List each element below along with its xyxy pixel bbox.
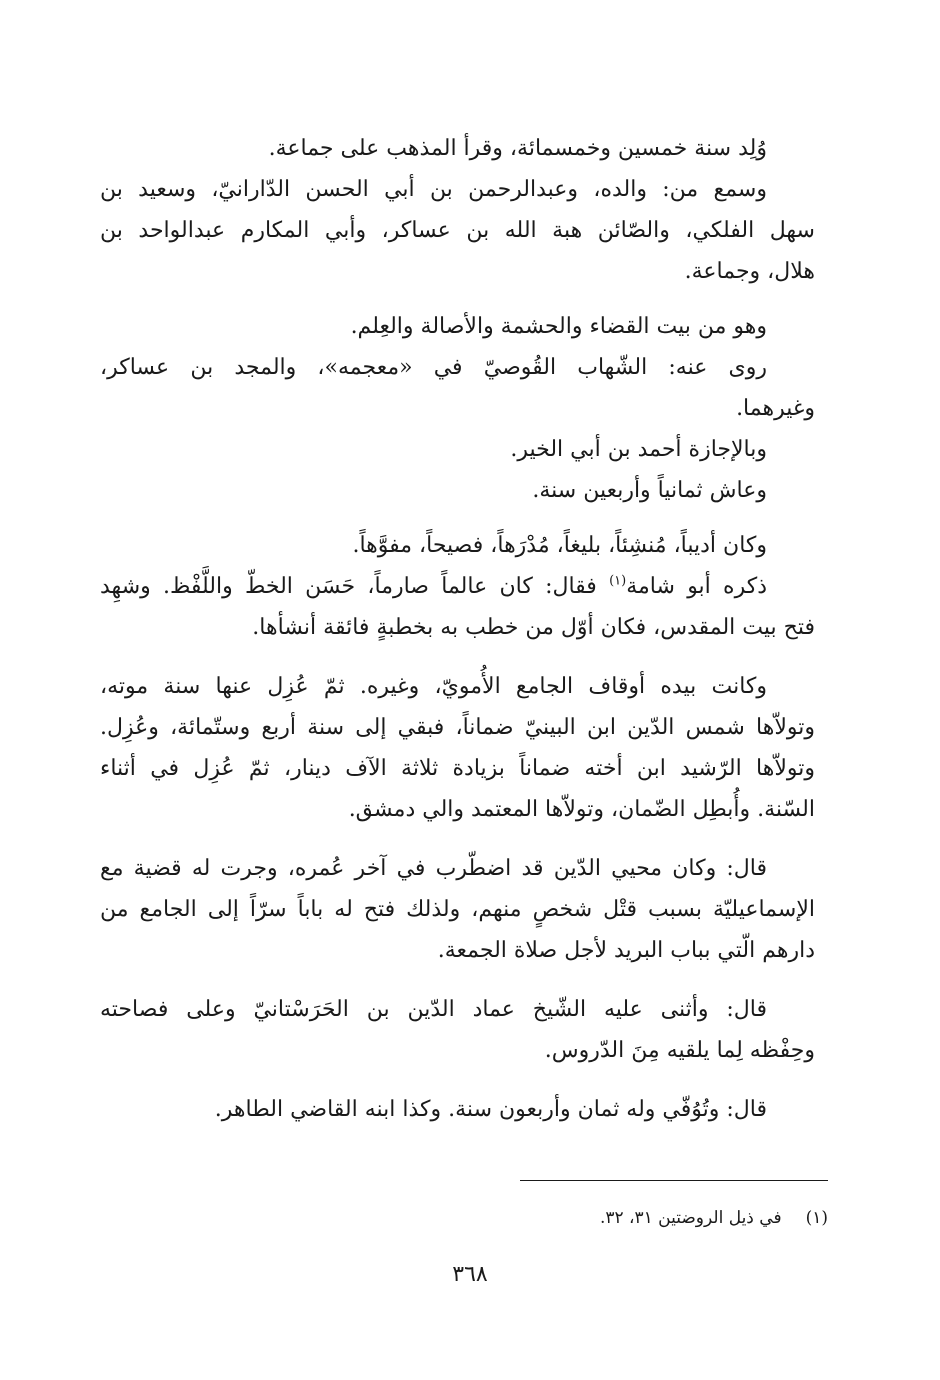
text-line: قال: وتُوُفّي وله ثمان وأربعون سنة. وكذا ابنه القاضي الطاهر. bbox=[214, 1097, 767, 1122]
text-line: وحِفْظه لِما يلقيه مِنَ الدّروس. bbox=[544, 1038, 815, 1063]
text-line: وسمع من: والده، وعبدالرحمن بن أبي الحسن الدّارانيّ، وسعيد بن bbox=[100, 177, 767, 202]
text-line: وكانت بيده أوقاف الجامع الأُمويّ، وغيره. ثمّ عُزِل عنها سنة موته، bbox=[100, 674, 767, 699]
footnote-text: في ذيل الروضتين ٣١، ٣٢. bbox=[599, 1208, 782, 1228]
main-text bbox=[100, 128, 815, 1130]
footnote bbox=[328, 1202, 828, 1234]
text-line: روى عنه: الشّهاب القُوصيّ في «معجمه»، والمجد بن عساكر، bbox=[100, 355, 767, 380]
footnote-reference: (١) bbox=[609, 573, 627, 589]
text-segment: فقال: كان عالماً صارماً، حَسَن الخطّ واللَّفْظ. وشهِد bbox=[100, 574, 610, 599]
text-line: وعاش ثمانياً وأربعين سنة. bbox=[532, 478, 767, 503]
text-line: وُلِد سنة خمسين وخمسمائة، وقرأ المذهب على جماعة. bbox=[268, 136, 767, 161]
text-line: سهل الفلكي، والصّائن هبة الله بن عساكر، وأبي المكارم عبدالواحد بن bbox=[100, 218, 815, 243]
text-line: فتح بيت المقدس، فكان أوّل من خطب به بخطبةٍ فائقة أنشأها. bbox=[252, 615, 815, 640]
text-line: الإسماعيليّة بسبب قتْل شخصٍ منهم، ولذلك فتح له باباً سرّاً إلى الجامع من bbox=[100, 897, 815, 922]
text-line bbox=[100, 566, 815, 607]
text-line: السّنة. وأُبطِل الضّمان، وتولاّها المعتمد والي دمشق. bbox=[348, 797, 815, 822]
text-line: دارهم الّتي بباب البريد لأجل صلاة الجمعة. bbox=[437, 938, 815, 963]
text-line: قال: وكان محيي الدّين قد اضطّرب في آخر عُمره، وجرت له قضية مع bbox=[100, 856, 767, 881]
text-line: وكان أديباً، مُنشِئاً، بليغاً، مُدْرَهاً، فصيحاً، مفوَّهاً. bbox=[352, 533, 767, 558]
text-line: هلال، وجماعة. bbox=[684, 259, 815, 284]
text-line: وبالإجازة أحمد بن أبي الخير. bbox=[510, 437, 767, 462]
text-line: وغيرهما. bbox=[736, 396, 815, 421]
footnote-divider bbox=[520, 1180, 828, 1181]
text-line: قال: وأثنى عليه الشّيخ عماد الدّين بن الحَرَسْتانيّ وعلى فصاحته bbox=[100, 997, 767, 1022]
text-line: وتولاّها شمس الدّين ابن البينيّ ضماناً، فبقي إلى سنة أربع وستّمائة، وعُزِل. bbox=[100, 715, 815, 740]
text-segment: ذكره أبو شامة bbox=[626, 574, 767, 599]
text-line: وهو من بيت القضاء والحشمة والأصالة والعِلم. bbox=[350, 314, 767, 339]
text-line: وتولاّها الرّشيد ابن أخته ضماناً بزيادة ثلاثة الآف دينار، ثمّ عُزِل في أثناء bbox=[100, 756, 815, 781]
footnote-number: (١) bbox=[805, 1208, 828, 1228]
page-number: ٣٦٨ bbox=[452, 1262, 488, 1287]
